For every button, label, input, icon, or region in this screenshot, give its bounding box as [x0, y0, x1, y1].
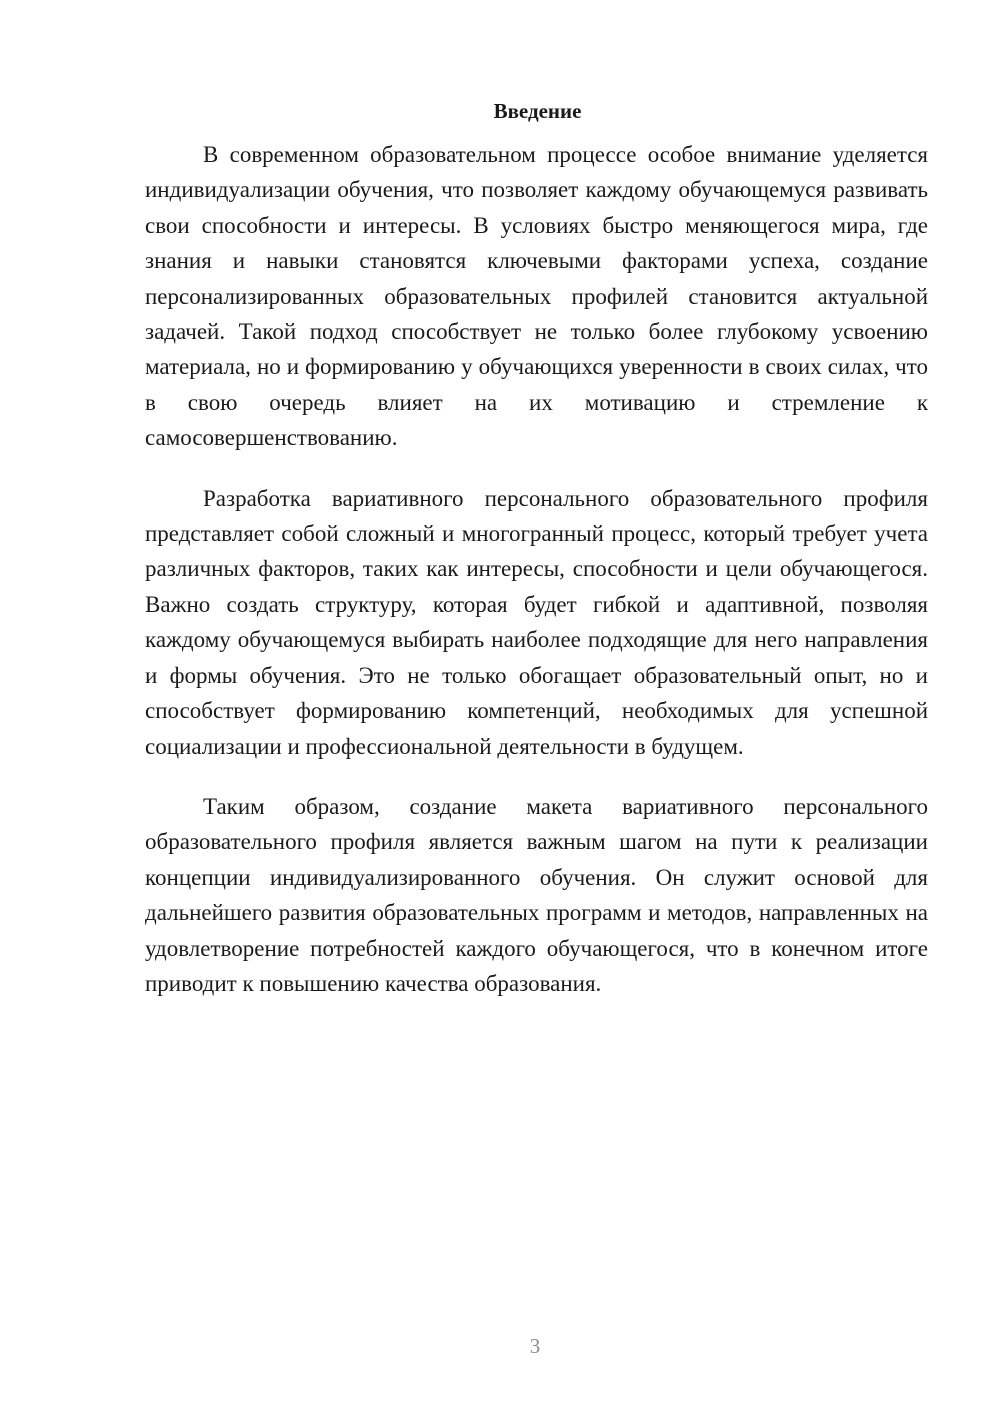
section-heading: Введение [493, 99, 582, 123]
paragraph-3: Таким образом, создание макета вариативного персонального образовательного профиля является важным шагом на пути к реализации концепции индивидуализированного обучения. Он служит основой для дальнейшего развития образовательных программ и методов, направленных на удовлетворение потребностей каждого обучающегося, что в конечном итоге приводит к повышению качества образования. [145, 793, 928, 996]
paragraph-1: В современном образовательном процессе особое внимание уделяется индивидуализации обучения, что позволяет каждому обучающемуся развивать свои способности и интересы. В условиях быстро меняющегося мира, где знания и навыки становятся ключевыми факторами успеха, создание персонализированных образовательных профилей становится актуальной задачей. Такой подход способствует не только более глубокому усвоению материала, но и формированию у обучающихся уверенности в своих силах, что в свою очередь влияет на их мотивацию и стремление к самосовершенствованию. [145, 142, 928, 451]
page-number: 3 [529, 1334, 541, 1358]
page-content [145, 96, 928, 1001]
paragraph-2: Разработка вариативного персонального образовательного профиля представляет собой сложный и многогранный процесс, который требует учета различных факторов, таких как интересы, способности и цели обучающегося. Важно создать структуру, которая будет гибкой и адаптивной, позволяя каждому обучающемуся выбирать наиболее подходящие для него направления и формы обучения. Это не только обогащает образовательный опыт, но и способствует формированию компетенций, необходимых для успешной социализации и профессиональной деятельности в будущем. [145, 485, 928, 759]
